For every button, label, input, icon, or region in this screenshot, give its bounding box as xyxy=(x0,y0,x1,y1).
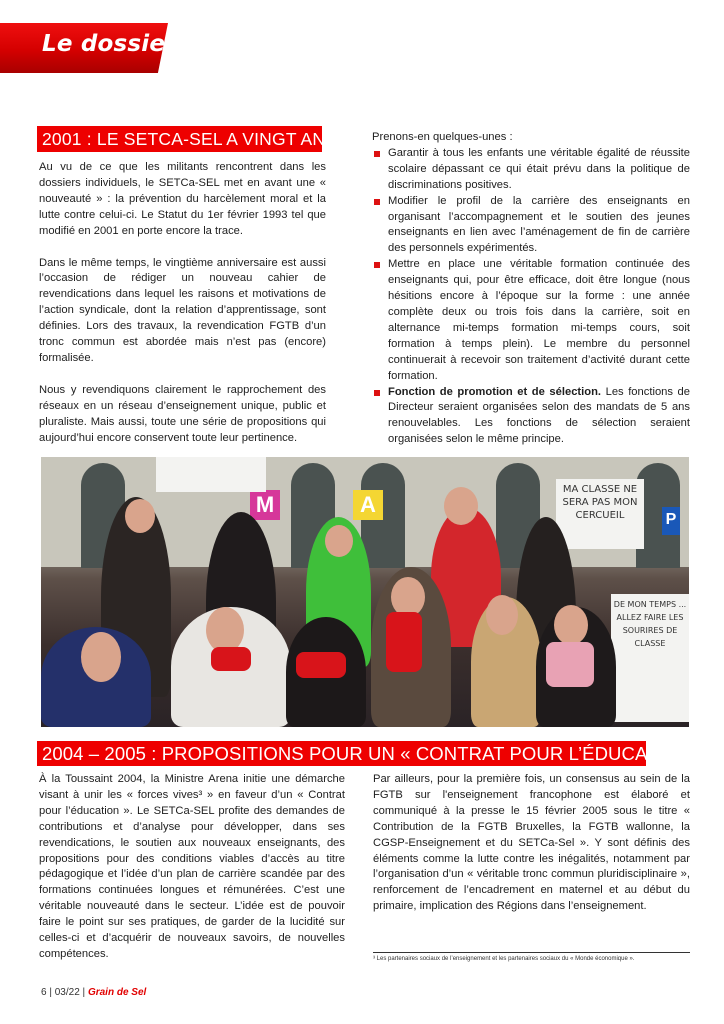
section2-left-column xyxy=(39,772,345,963)
paragraph: Nous y revendiquons clairement le rapprochement des réseaux en un réseau d’enseignement unique, public et pluraliste. Mais aussi, toute une série de propositions qui aujourd’hui encore conservent toute leur pertinence. xyxy=(39,383,326,444)
face xyxy=(81,632,121,682)
page-footer xyxy=(41,987,146,998)
paragraph: Dans le même temps, le vingtième anniversaire est aussi l’occasion de rédiger un nouveau cahier de revendications dans lequel les raisons et motivations de l’action syndicale, dont la relation d’apprentissage, sont définies. Lors des travaux, la revendication FGTB d’un tronc commun est abordée mais n’est pas (encore) formalisée. xyxy=(39,256,326,364)
issue-number: 03/22 xyxy=(54,987,80,998)
square-bullet-icon xyxy=(374,262,380,268)
footer-separator: | xyxy=(82,987,86,998)
section-heading-2001: 2001 : LE SETCA-SEL A VINGT ANS xyxy=(37,126,322,152)
footer-separator: | xyxy=(49,987,52,998)
section1-right-column xyxy=(372,130,690,448)
square-bullet-icon xyxy=(374,151,380,157)
pink-scarf xyxy=(546,642,594,687)
section2-right-column xyxy=(373,772,690,915)
list-item xyxy=(372,146,690,194)
paragraph: À la Toussaint 2004, la Ministre Arena initie une démarche visant à unir les « forces vives³ » en faveur d’un « Contrat pour l’éducation ». Le SETCa-SEL profite des demandes de contributions et d’analyse pour développer, dans ses revendications, le soutien aux nouveaux enseignants, des propositions pour des conditions viables d’accès au titre pédagogique et l’idée d’un plan de carrière scandée par des formations continuées longues et rémunérées. C’est une véritable nouveauté dans le secteur. L’idée est de pouvoir faire le point sur ses pratiques, de garder de la lucidité sur celles-ci et d’acquérir de nouveaux savoirs, de nouvelles compétences. xyxy=(39,773,345,960)
face xyxy=(444,487,478,525)
face xyxy=(554,605,588,645)
red-scarf xyxy=(211,647,251,671)
list-item-text: Garantir à tous les enfants une véritable égalité de réussite scolaire dépassant ce qui était prévu dans la politique de discriminations positives. xyxy=(388,146,690,191)
metro-a-sign: A xyxy=(353,490,383,520)
list-item-text: Mettre en place une véritable formation continuée des enseignants qui, pour être efficace, doit être longue (nous hésitions encore à l’époque sur la forme : une année complète deux ou trois fois dans la carrière, soit en alternance mi-temps formation mi-temps cours, soit formation à temps plein). Le membre du personnel continuerait à recevoir son traitement d’activité durant cette formation. xyxy=(388,258,690,382)
metro-m-sign: M xyxy=(250,490,280,520)
section-heading-2004-2005: 2004 – 2005 : PROPOSITIONS POUR UN « CONTRAT POUR L’ÉDUCATION » xyxy=(37,741,646,766)
parking-sign: P xyxy=(662,507,680,535)
face xyxy=(125,499,155,533)
list-item xyxy=(372,257,690,384)
protest-sign-top xyxy=(156,457,266,492)
face xyxy=(391,577,425,617)
page-number: 6 xyxy=(41,987,47,998)
protest-sign-de-mon-temps: DE MON TEMPS ... ALLEZ FAIRE LES SOURIRES DE CLASSE xyxy=(611,594,689,722)
section1-left-column xyxy=(39,160,326,447)
red-scarf xyxy=(386,612,422,672)
footnote: ³ Les partenaires sociaux de l’enseignement et les partenaires sociaux du « Monde économique ». xyxy=(373,956,635,962)
square-bullet-icon xyxy=(374,390,380,396)
footnote-divider xyxy=(373,952,690,953)
red-scarf xyxy=(296,652,346,678)
proposal-list xyxy=(372,146,690,448)
paragraph: Au vu de ce que les militants rencontrent dans les dossiers individuels, le SETCa-SEL met en avant une « nouveauté » : la prévention du harcèlement moral et la lutte contre celui-ci. Le Statut du 1er février 1993 tel que modifié en 2001 en porte encore la trace. xyxy=(39,161,326,237)
protest-photo xyxy=(41,457,689,727)
list-item-bold-lead: Fonction de promotion et de sélection. xyxy=(388,385,602,398)
publication-name: Grain de Sel xyxy=(87,987,147,998)
protest-sign-ma-classe: MA CLASSE NE SERA PAS MON CERCUEIL xyxy=(556,479,644,549)
list-item xyxy=(372,194,690,258)
paragraph: Par ailleurs, pour la première fois, un consensus au sein de la FGTB sur l'enseignement francophone est élaboré et communiqué à la presse le 15 février 2005 sous le titre « Contribution de la FGTB Bruxelles, la FGTB wallonne, la CGSP-Enseignement et du SETCa-Sel ». Y sont définis des éléments comme la lutte contre les inégalités, notamment par l’organisation d’un « véritable tronc commun pluridisciplinaire », renforcement de l’encadrement en maternel et au début du primaire, implication des Régions dans l’enseignement. xyxy=(373,773,690,913)
list-intro: Prenons-en quelques-unes : xyxy=(372,131,513,143)
list-item-text: Les fonctions de Directeur seraient organisées selon des mandats de 5 ans renouvelables. Les fonctions de sélection seraient organisées selon le même principe. xyxy=(388,385,690,446)
section-label: Le dossier xyxy=(42,31,177,57)
list-item-text: Modifier le profil de la carrière des enseignants en organisant l’accompagnement et le soutien des jeunes enseignants en lien avec l’aménagement de fin de carrière des personnels expérimentés. xyxy=(388,194,690,255)
face xyxy=(325,525,353,557)
face xyxy=(486,595,518,635)
list-item xyxy=(372,385,690,449)
square-bullet-icon xyxy=(374,199,380,205)
